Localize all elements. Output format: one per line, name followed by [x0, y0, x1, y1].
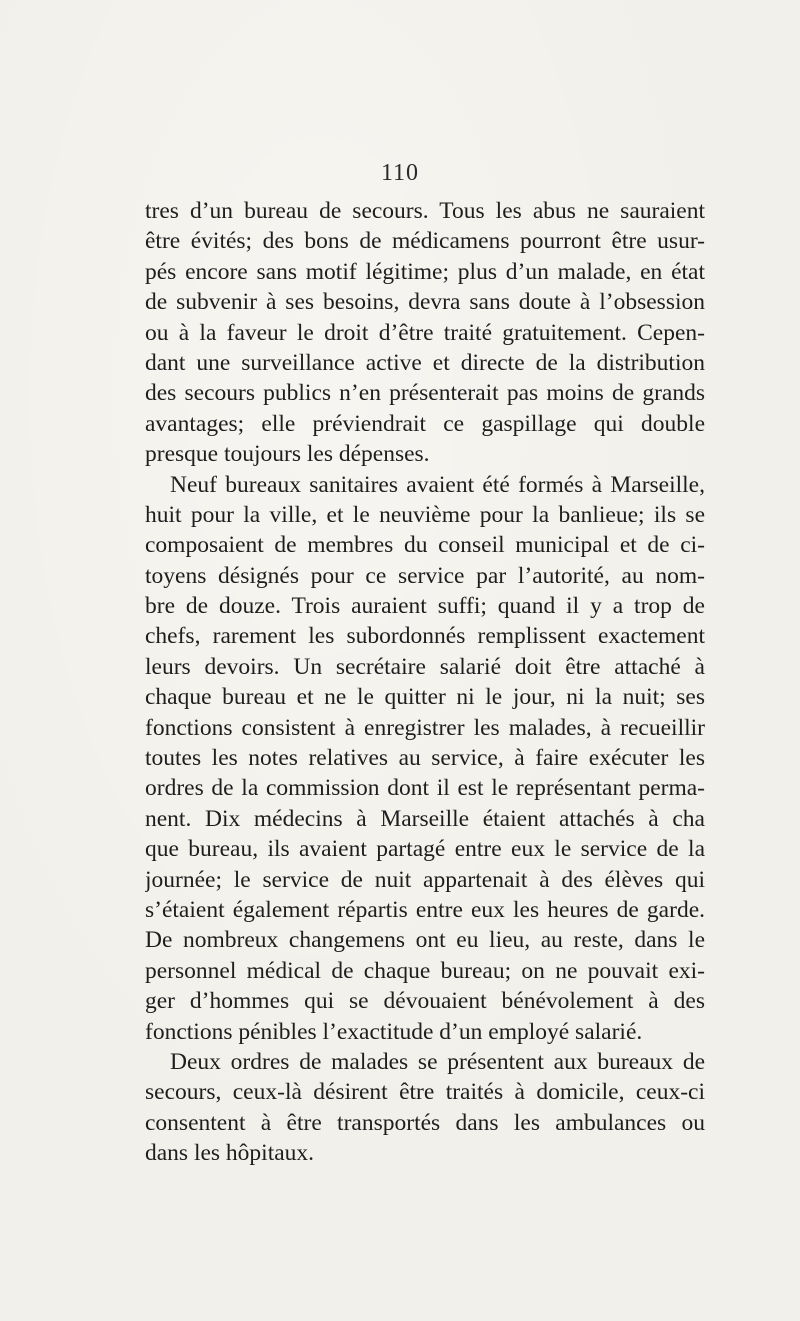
text-line: de subvenir à ses besoins, devra sans doute à l’obsession	[145, 289, 705, 316]
body-text	[145, 196, 705, 1169]
text-line: dant une surveillance active et directe de la distribution	[145, 349, 705, 376]
text-line: toyens désignés pour ce service par l’autorité, au nom-	[145, 562, 705, 589]
text-line: leurs devoirs. Un secrétaire salarié doit être attaché à	[145, 653, 705, 680]
text-line: huit pour la ville, et le neuvième pour la banlieue; ils se	[145, 501, 705, 528]
text-line: ou à la faveur le droit d’être traité gratuitement. Cepen-	[145, 319, 705, 346]
text-line: s’étaient également répartis entre eux les heures de garde.	[145, 896, 705, 923]
text-line: Neuf bureaux sanitaires avaient été formés à Marseille,	[170, 471, 705, 498]
text-line: être évités; des bons de médicamens pourront être usur-	[145, 228, 705, 255]
text-line: ger d’hommes qui se dévouaient bénévolement à des	[145, 988, 705, 1015]
text-line: Deux ordres de malades se présentent aux bureaux de	[170, 1048, 705, 1075]
text-line: ordres de la commission dont il est le représentant perma-	[145, 775, 705, 802]
text-line: bre de douze. Trois auraient suffi; quand il y a trop de	[145, 593, 705, 620]
text-line: avantages; elle préviendrait ce gaspillage qui double	[145, 410, 705, 437]
text-line: que bureau, ils avaient partagé entre eux le service de la	[145, 836, 705, 863]
text-line: personnel médical de chaque bureau; on ne pouvait exi-	[145, 957, 705, 984]
text-line: De nombreux changemens ont eu lieu, au reste, dans le	[145, 927, 705, 954]
text-line: chefs, rarement les subordonnés remplissent exactement	[145, 623, 705, 650]
text-line: fonctions pénibles l’exactitude d’un employé salarié.	[145, 1018, 643, 1045]
text-line: pés encore sans motif légitime; plus d’un malade, en état	[145, 258, 705, 285]
text-line: tres d’un bureau de secours. Tous les abus ne sauraient	[145, 198, 705, 224]
text-line: dans les hôpitaux.	[145, 1140, 315, 1167]
text-line: journée; le service de nuit appartenait à des élèves qui	[145, 866, 705, 893]
page-number: 110	[380, 160, 420, 186]
text-line: toutes les notes relatives au service, à faire exécuter les	[145, 745, 705, 772]
text-line: consentent à être transportés dans les ambulances ou	[145, 1109, 705, 1136]
text-line: chaque bureau et ne le quitter ni le jour, ni la nuit; ses	[145, 684, 705, 711]
text-line: nent. Dix médecins à Marseille étaient attachés à cha	[145, 805, 705, 832]
text-line: des secours publics n’en présenterait pas moins de grands	[145, 380, 705, 407]
text-line: presque toujours les dépenses.	[145, 441, 430, 468]
text-line: composaient de membres du conseil municipal et de ci-	[145, 532, 705, 559]
text-line: secours, ceux-là désirent être traités à domicile, ceux-ci	[145, 1079, 705, 1106]
text-line: fonctions consistent à enregistrer les malades, à recueillir	[145, 714, 705, 741]
